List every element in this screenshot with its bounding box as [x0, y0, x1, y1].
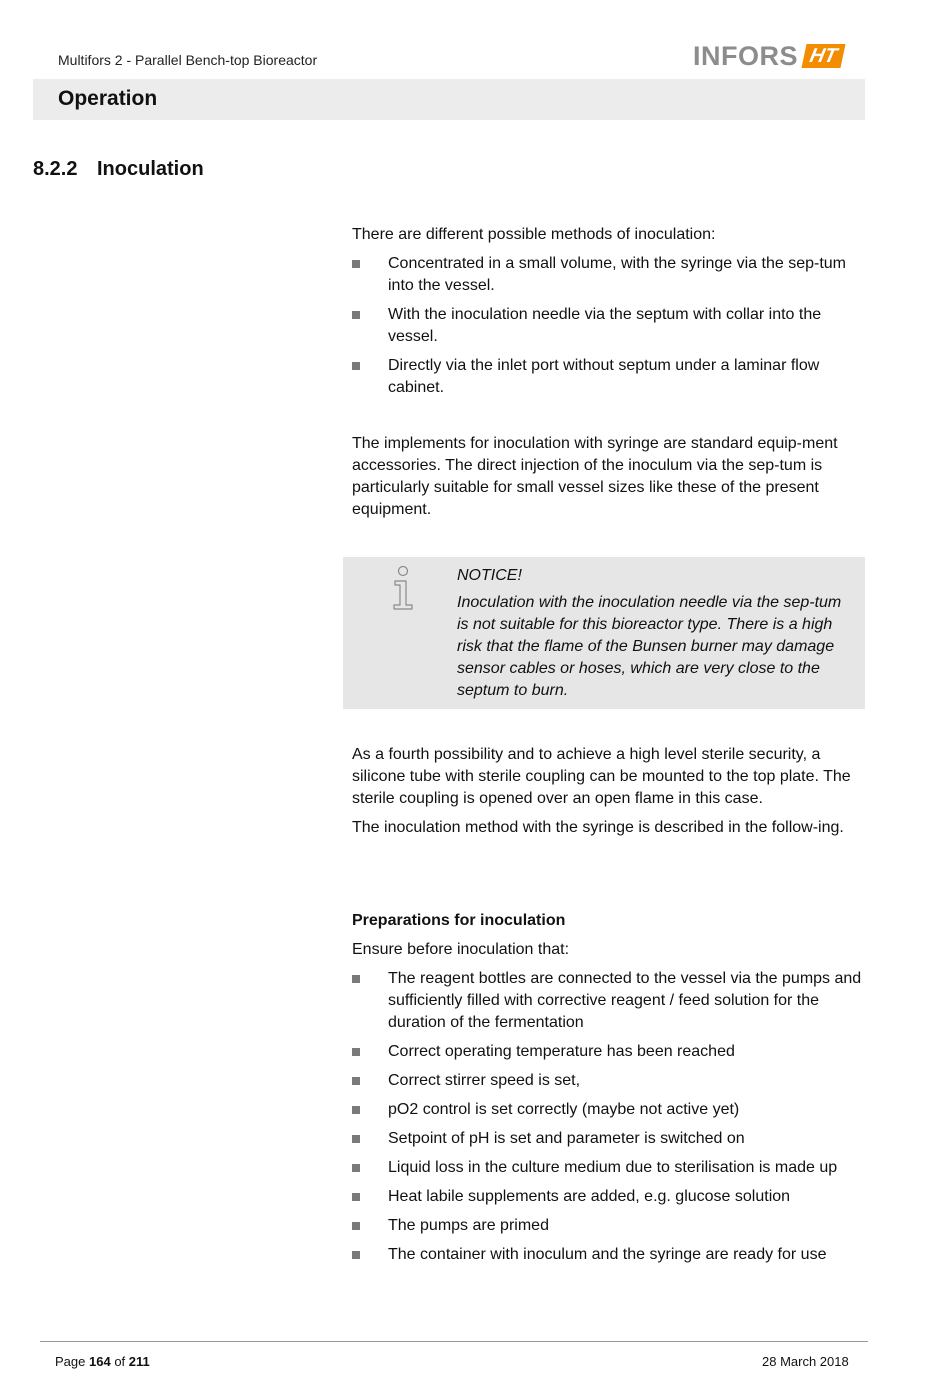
intro-lead: There are different possible methods of inoculation:: [352, 226, 716, 243]
list-item: Correct operating temperature has been reached: [352, 1041, 872, 1063]
implements-paragraph: The implements for inoculation with syringe are standard equip-ment accessories. The direct injection of the inoculum via the sep-tum is particularly suitable for small vessel sizes like these of the present equipment.: [352, 435, 838, 518]
bullet-square-icon: [352, 1193, 360, 1201]
list-item: Heat labile supplements are added, e.g. glucose solution: [352, 1186, 872, 1208]
bullet-square-icon: [352, 1222, 360, 1230]
heading-number: 8.2.2: [33, 158, 78, 180]
bullet-square-icon: [352, 1251, 360, 1259]
heading-title: Inoculation: [97, 158, 204, 180]
notice-label: NOTICE!: [457, 567, 522, 584]
footer-divider: [40, 1341, 868, 1342]
document-title: Multifors 2 - Parallel Bench-top Bioreactor: [58, 52, 318, 68]
bullet-square-icon: [352, 975, 360, 983]
intro-block: [352, 224, 866, 399]
list-item: The pumps are primed: [352, 1215, 872, 1237]
section-title: Operation: [58, 87, 158, 110]
notice-content: [457, 565, 857, 702]
bullet-square-icon: [352, 1106, 360, 1114]
method-paragraph: The inoculation method with the syringe is described in the follow-ing.: [352, 819, 844, 836]
fourth-possibility-block: [352, 744, 866, 839]
bullet-square-icon: [352, 1135, 360, 1143]
bullet-square-icon: [352, 1048, 360, 1056]
bullet-square-icon: [352, 260, 360, 268]
preparations-block: [352, 910, 866, 1266]
preparations-title: Preparations for inoculation: [352, 912, 566, 929]
logo-text: INFORS: [693, 41, 799, 71]
list-item: Liquid loss in the culture medium due to sterilisation is made up: [352, 1157, 872, 1179]
subsection-heading: [33, 158, 204, 181]
bullet-square-icon: [352, 362, 360, 370]
infors-ht-logo: [693, 42, 843, 70]
info-icon: [391, 565, 415, 611]
list-item: Correct stirrer speed is set,: [352, 1070, 872, 1092]
list-item: Concentrated in a small volume, with the syringe via the sep-tum into the vessel.: [352, 253, 866, 297]
list-item: Setpoint of pH is set and parameter is switched on: [352, 1128, 872, 1150]
notice-box: [343, 557, 865, 709]
section-bar: [33, 79, 865, 120]
list-item: With the inoculation needle via the septum with collar into the vessel.: [352, 304, 866, 348]
bullet-square-icon: [352, 1164, 360, 1172]
list-item: Directly via the inlet port without septum under a laminar flow cabinet.: [352, 355, 866, 399]
preparations-lead: Ensure before inoculation that:: [352, 941, 570, 958]
page-number: Page 164 of 211: [55, 1354, 150, 1369]
bullet-square-icon: [352, 1077, 360, 1085]
notice-text: Inoculation with the inoculation needle via the sep-tum is not suitable for this bioreactor type. There is a high risk that the flame of the Bunsen burner may damage sensor cables or hoses, which are very close to the septum to burn.: [457, 594, 842, 699]
logo-mark: HT: [801, 44, 845, 68]
list-item: The reagent bottles are connected to the vessel via the pumps and sufficiently filled with corrective reagent / feed solution for the duration of the fermentation: [352, 968, 872, 1034]
preparations-list: [352, 968, 872, 1266]
bullet-square-icon: [352, 311, 360, 319]
list-item: The container with inoculum and the syringe are ready for use: [352, 1244, 872, 1266]
footer-date: 28 March 2018: [762, 1354, 849, 1369]
list-item: pO2 control is set correctly (maybe not active yet): [352, 1099, 872, 1121]
fourth-paragraph: As a fourth possibility and to achieve a high level sterile security, a silicone tube with sterile coupling can be mounted to the top plate. The sterile coupling is opened over an open flame in this case.: [352, 746, 851, 807]
methods-list: [352, 253, 866, 399]
